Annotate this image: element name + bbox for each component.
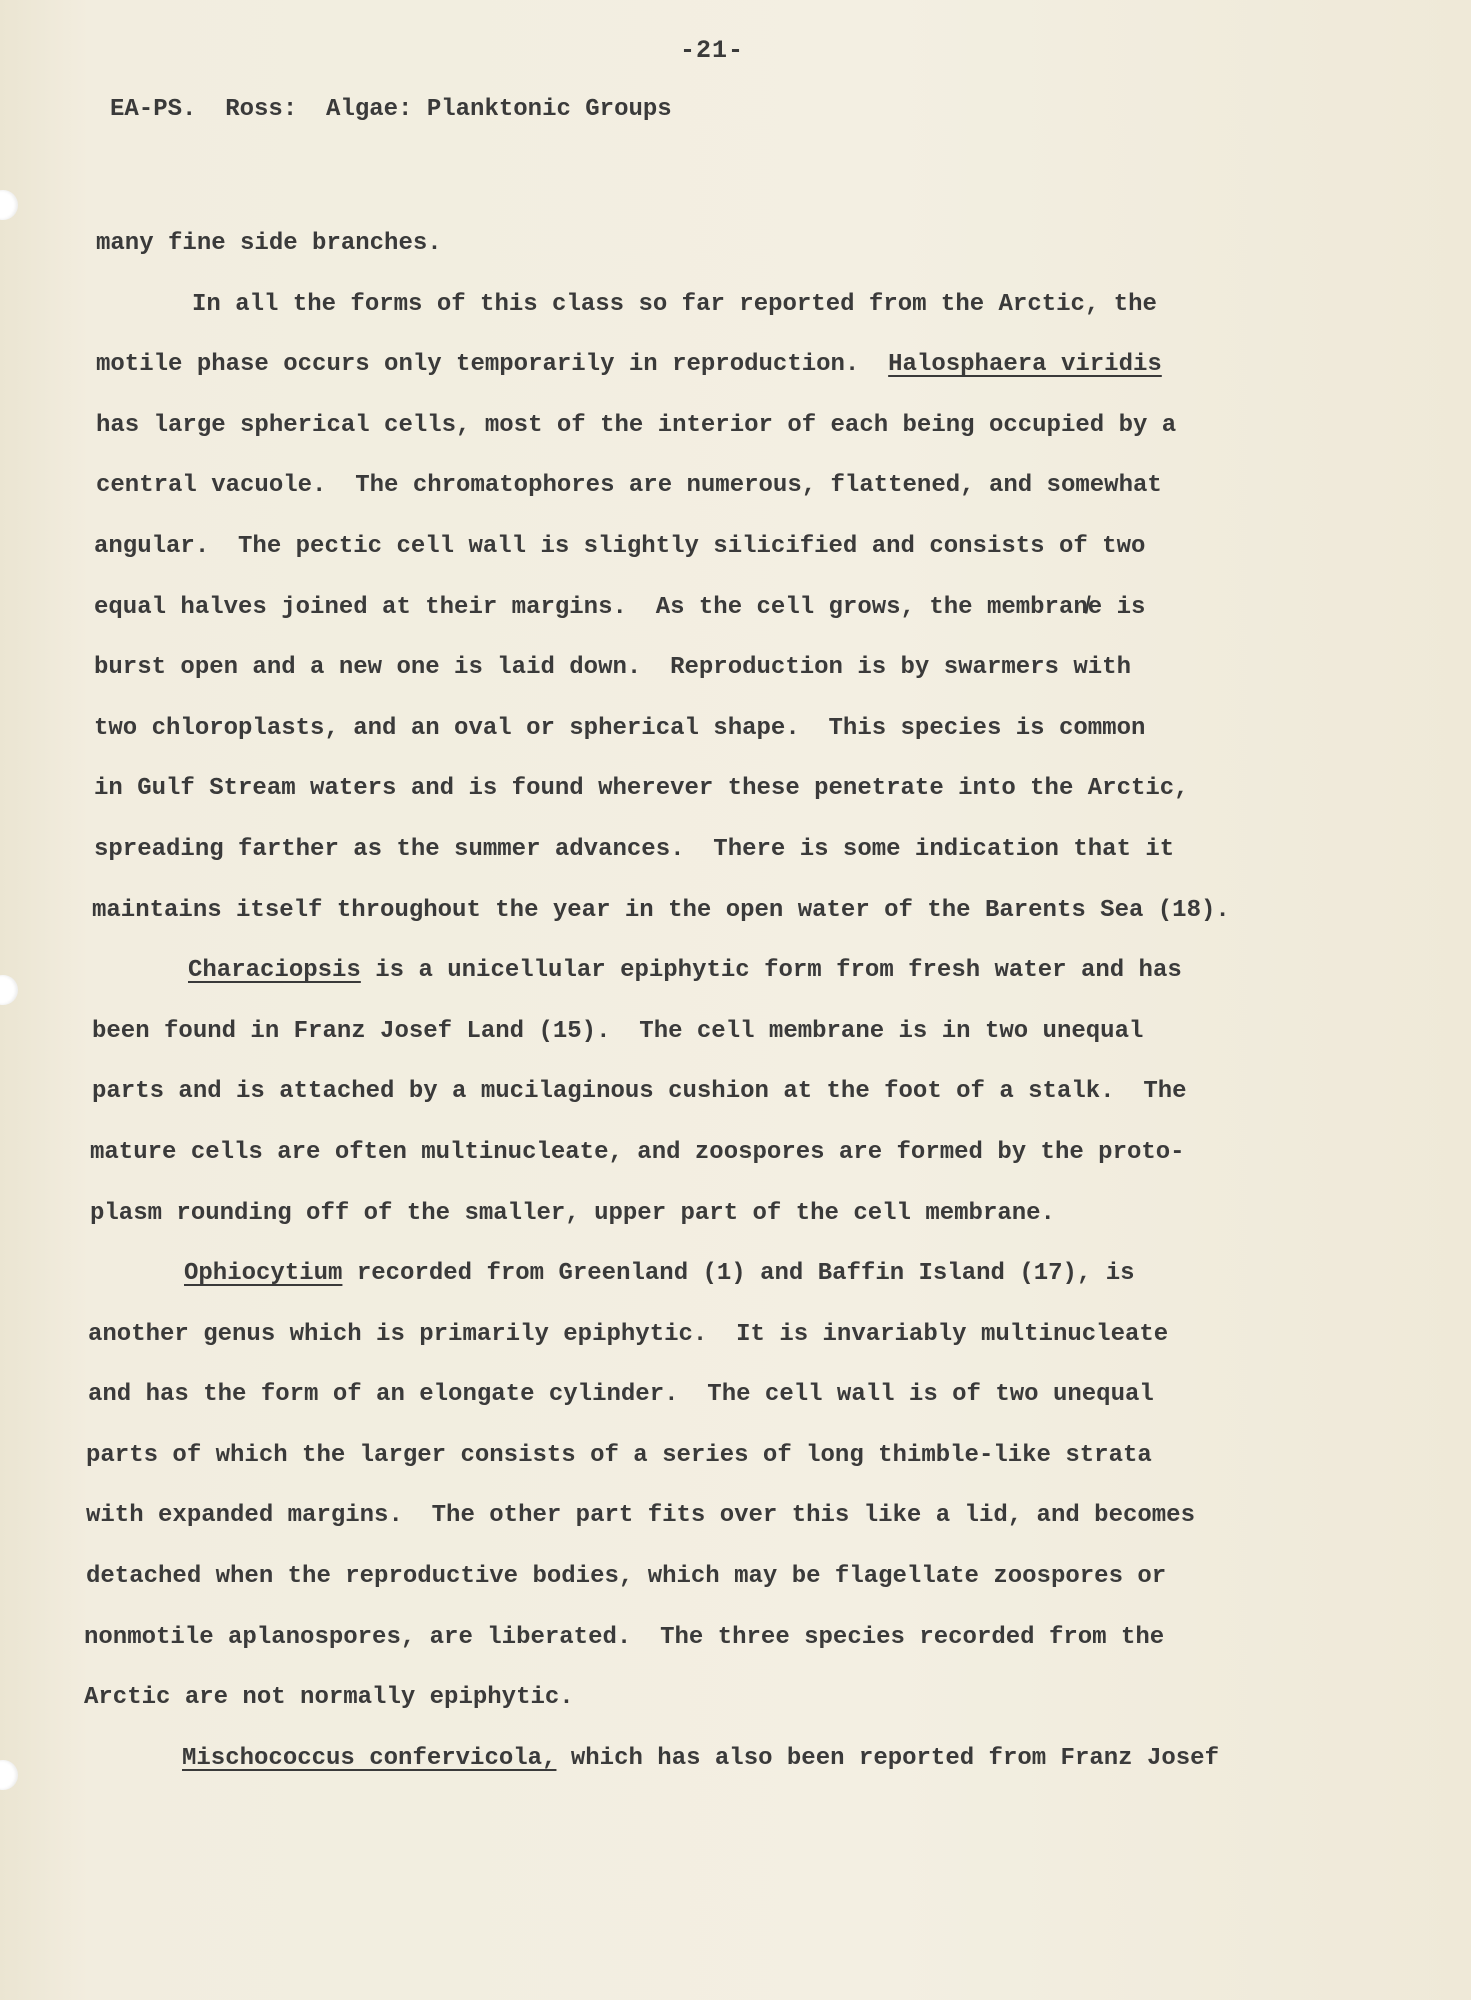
text-run: equal halves joined at their margins. As the cell grows, the membran̸e is bbox=[94, 593, 1146, 621]
text-run: detached when the reproductive bodies, which may be flagellate zoospores or bbox=[86, 1563, 1167, 1591]
running-head: EA-PS. Ross: Algae: Planktonic Groups bbox=[110, 96, 672, 123]
page-number: -21- bbox=[680, 36, 745, 65]
underlined-taxon: Mischococcus confervicola, bbox=[182, 1744, 557, 1772]
text-run: which has also been reported from Franz Josef bbox=[556, 1744, 1219, 1772]
text-run: is a unicellular epiphytic form from fresh water and has bbox=[360, 957, 1182, 985]
text-run: parts of which the larger consists of a series of long thimble-like strata bbox=[86, 1441, 1152, 1469]
text-line bbox=[88, 1305, 1336, 1366]
text-line bbox=[94, 759, 1336, 820]
text-line bbox=[90, 1184, 1336, 1245]
text-line bbox=[96, 456, 1336, 517]
text-run: with expanded margins. The other part fits over this like a lid, and becomes bbox=[86, 1502, 1195, 1530]
text-run: many fine side branches. bbox=[96, 230, 442, 257]
underlined-taxon: Characiopsis bbox=[188, 957, 361, 985]
text-run: angular. The pectic cell wall is slightly silicified and consists of two bbox=[94, 532, 1146, 560]
punch-hole bbox=[0, 975, 18, 1005]
body-text bbox=[84, 214, 1336, 1789]
text-run: two chloroplasts, and an oval or spherical shape. This species is common bbox=[94, 714, 1146, 742]
text-line bbox=[92, 881, 1336, 942]
text-run: has large spherical cells, most of the interior of each being occupied by a bbox=[96, 411, 1177, 439]
text-line bbox=[88, 1365, 1336, 1426]
text-line bbox=[92, 941, 1336, 1002]
text-line bbox=[90, 1123, 1336, 1184]
text-run: spreading farther as the summer advances. There is some indication that it bbox=[94, 835, 1175, 863]
text-line bbox=[96, 396, 1336, 457]
punch-hole bbox=[0, 190, 18, 220]
text-run: motile phase occurs only temporarily in reproduction. bbox=[96, 351, 889, 379]
text-line bbox=[94, 820, 1336, 881]
text-line bbox=[94, 638, 1336, 699]
text-line bbox=[84, 1668, 1336, 1729]
text-run: burst open and a new one is laid down. Reproduction is by swarmers with bbox=[94, 654, 1131, 682]
text-run: nonmotile aplanospores, are liberated. The three species recorded from the bbox=[84, 1623, 1165, 1651]
text-line bbox=[94, 578, 1336, 639]
text-run: plasm rounding off of the smaller, upper part of the cell membrane. bbox=[90, 1199, 1055, 1227]
text-run: been found in Franz Josef Land (15). The cell membrane is in two unequal bbox=[92, 1017, 1144, 1045]
text-line bbox=[88, 1244, 1336, 1305]
text-line bbox=[92, 1002, 1336, 1063]
text-run: In all the forms of this class so far reported from the Arctic, the bbox=[192, 290, 1157, 318]
text-line bbox=[86, 1547, 1336, 1608]
text-run: Arctic are not normally epiphytic. bbox=[84, 1684, 574, 1712]
text-line bbox=[94, 517, 1336, 578]
punch-hole bbox=[0, 1760, 18, 1790]
underlined-taxon: Halosphaera viridis bbox=[888, 351, 1162, 379]
text-line bbox=[86, 1486, 1336, 1547]
text-run: another genus which is primarily epiphytic. It is invariably multinucleate bbox=[88, 1320, 1169, 1348]
text-run: mature cells are often multinucleate, and zoospores are formed by the proto- bbox=[90, 1138, 1185, 1166]
text-line bbox=[86, 1729, 1336, 1790]
underlined-taxon: Ophiocytium bbox=[184, 1260, 343, 1288]
text-run: recorded from Greenland (1) and Baffin Island (17), is bbox=[342, 1260, 1135, 1288]
text-run: parts and is attached by a mucilaginous cushion at the foot of a stalk. The bbox=[92, 1078, 1187, 1106]
text-run: and has the form of an elongate cylinder. The cell wall is of two unequal bbox=[88, 1381, 1154, 1409]
text-line bbox=[96, 214, 1336, 275]
text-run: central vacuole. The chromatophores are numerous, flattened, and somewhat bbox=[96, 472, 1162, 500]
text-line bbox=[84, 1608, 1336, 1669]
text-line bbox=[92, 1062, 1336, 1123]
text-line bbox=[86, 1426, 1336, 1487]
text-line bbox=[96, 275, 1336, 336]
text-run: maintains itself throughout the year in the open water of the Barents Sea (18). bbox=[92, 896, 1230, 924]
text-line bbox=[94, 699, 1336, 760]
text-line bbox=[96, 335, 1336, 396]
text-run: in Gulf Stream waters and is found wherever these penetrate into the Arctic, bbox=[94, 775, 1189, 803]
